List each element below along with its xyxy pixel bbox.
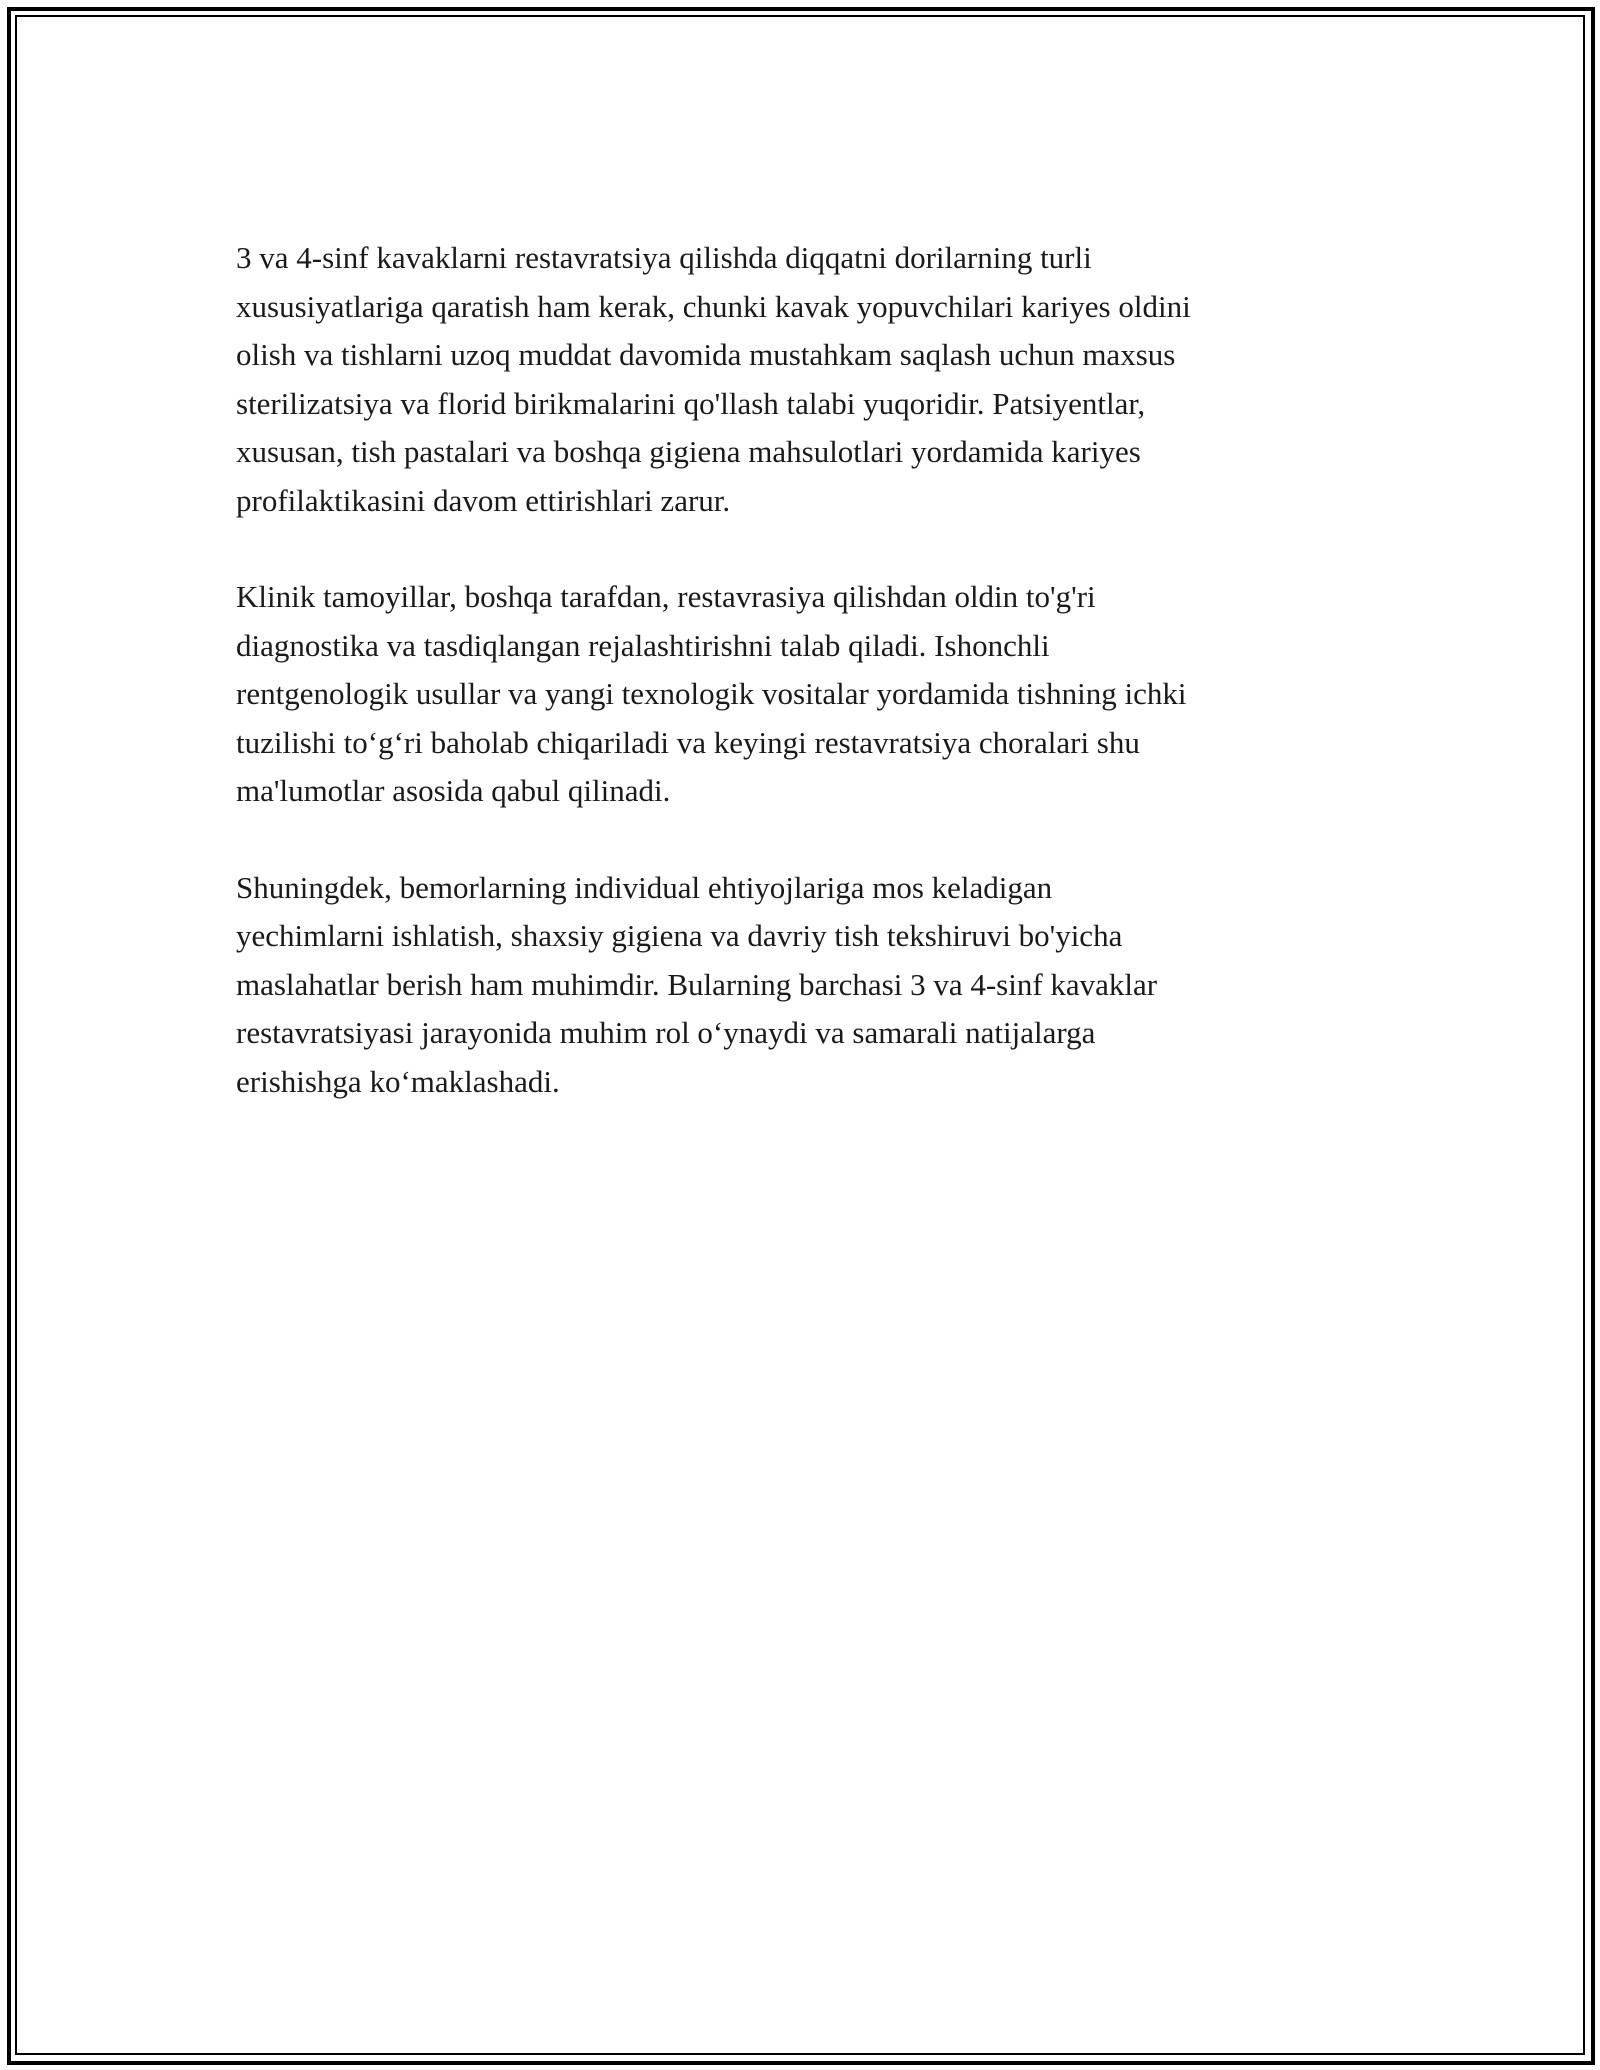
text-line: restavratsiyasi jarayonida muhim rol o‘ynaydi va samarali natijalarga [236,1015,1096,1050]
text-line: Klinik tamoyillar, boshqa tarafdan, restavrasiya qilishdan oldin to'g'ri [236,579,1096,614]
paragraph-3 [236,864,1386,1107]
text-line: ma'lumotlar asosida qabul qilinadi. [236,773,671,808]
text-line: rentgenologik usullar va yangi texnologik vositalar yordamida tishning ichki [236,676,1187,711]
document-body [236,234,1386,1154]
text-line: yechimlarni ishlatish, shaxsiy gigiena va davriy tish tekshiruvi bo'yicha [236,918,1123,953]
text-line: tuzilishi to‘g‘ri baholab chiqariladi va keyingi restavratsiya choralari shu [236,724,1140,760]
text-line: Shuningdek, bemorlarning individual ehtiyojlariga mos keladigan [236,869,1053,905]
text-line: xususan, tish pastalari va boshqa gigiena mahsulotlari yordamida kariyes [236,434,1141,469]
paragraph-2 [236,573,1386,816]
text-line: xususiyatlariga qaratish ham kerak, chunki kavak yopuvchilari kariyes oldini [236,288,1191,324]
text-line: profilaktikasini davom ettirishlari zarur. [236,482,731,518]
text-line: olish va tishlarni uzoq muddat davomida mustahkam saqlash uchun maxsus [236,337,1176,372]
text-line: 3 va 4-sinf kavaklarni restavratsiya qilishda diqqatni dorilarning turli [236,240,1092,275]
text-line: erishishga ko‘maklashadi. [236,1063,560,1099]
text-line: maslahatlar berish ham muhimdir. Bularning barchasi 3 va 4-sinf kavaklar [236,966,1158,1002]
paragraph-1 [236,234,1386,525]
text-line: sterilizatsiya va florid birikmalarini qo'llash talabi yuqoridir. Patsiyentlar, [236,385,1146,421]
text-line: diagnostika va tasdiqlangan rejalashtirishni talab qiladi. Ishonchli [236,627,1050,663]
